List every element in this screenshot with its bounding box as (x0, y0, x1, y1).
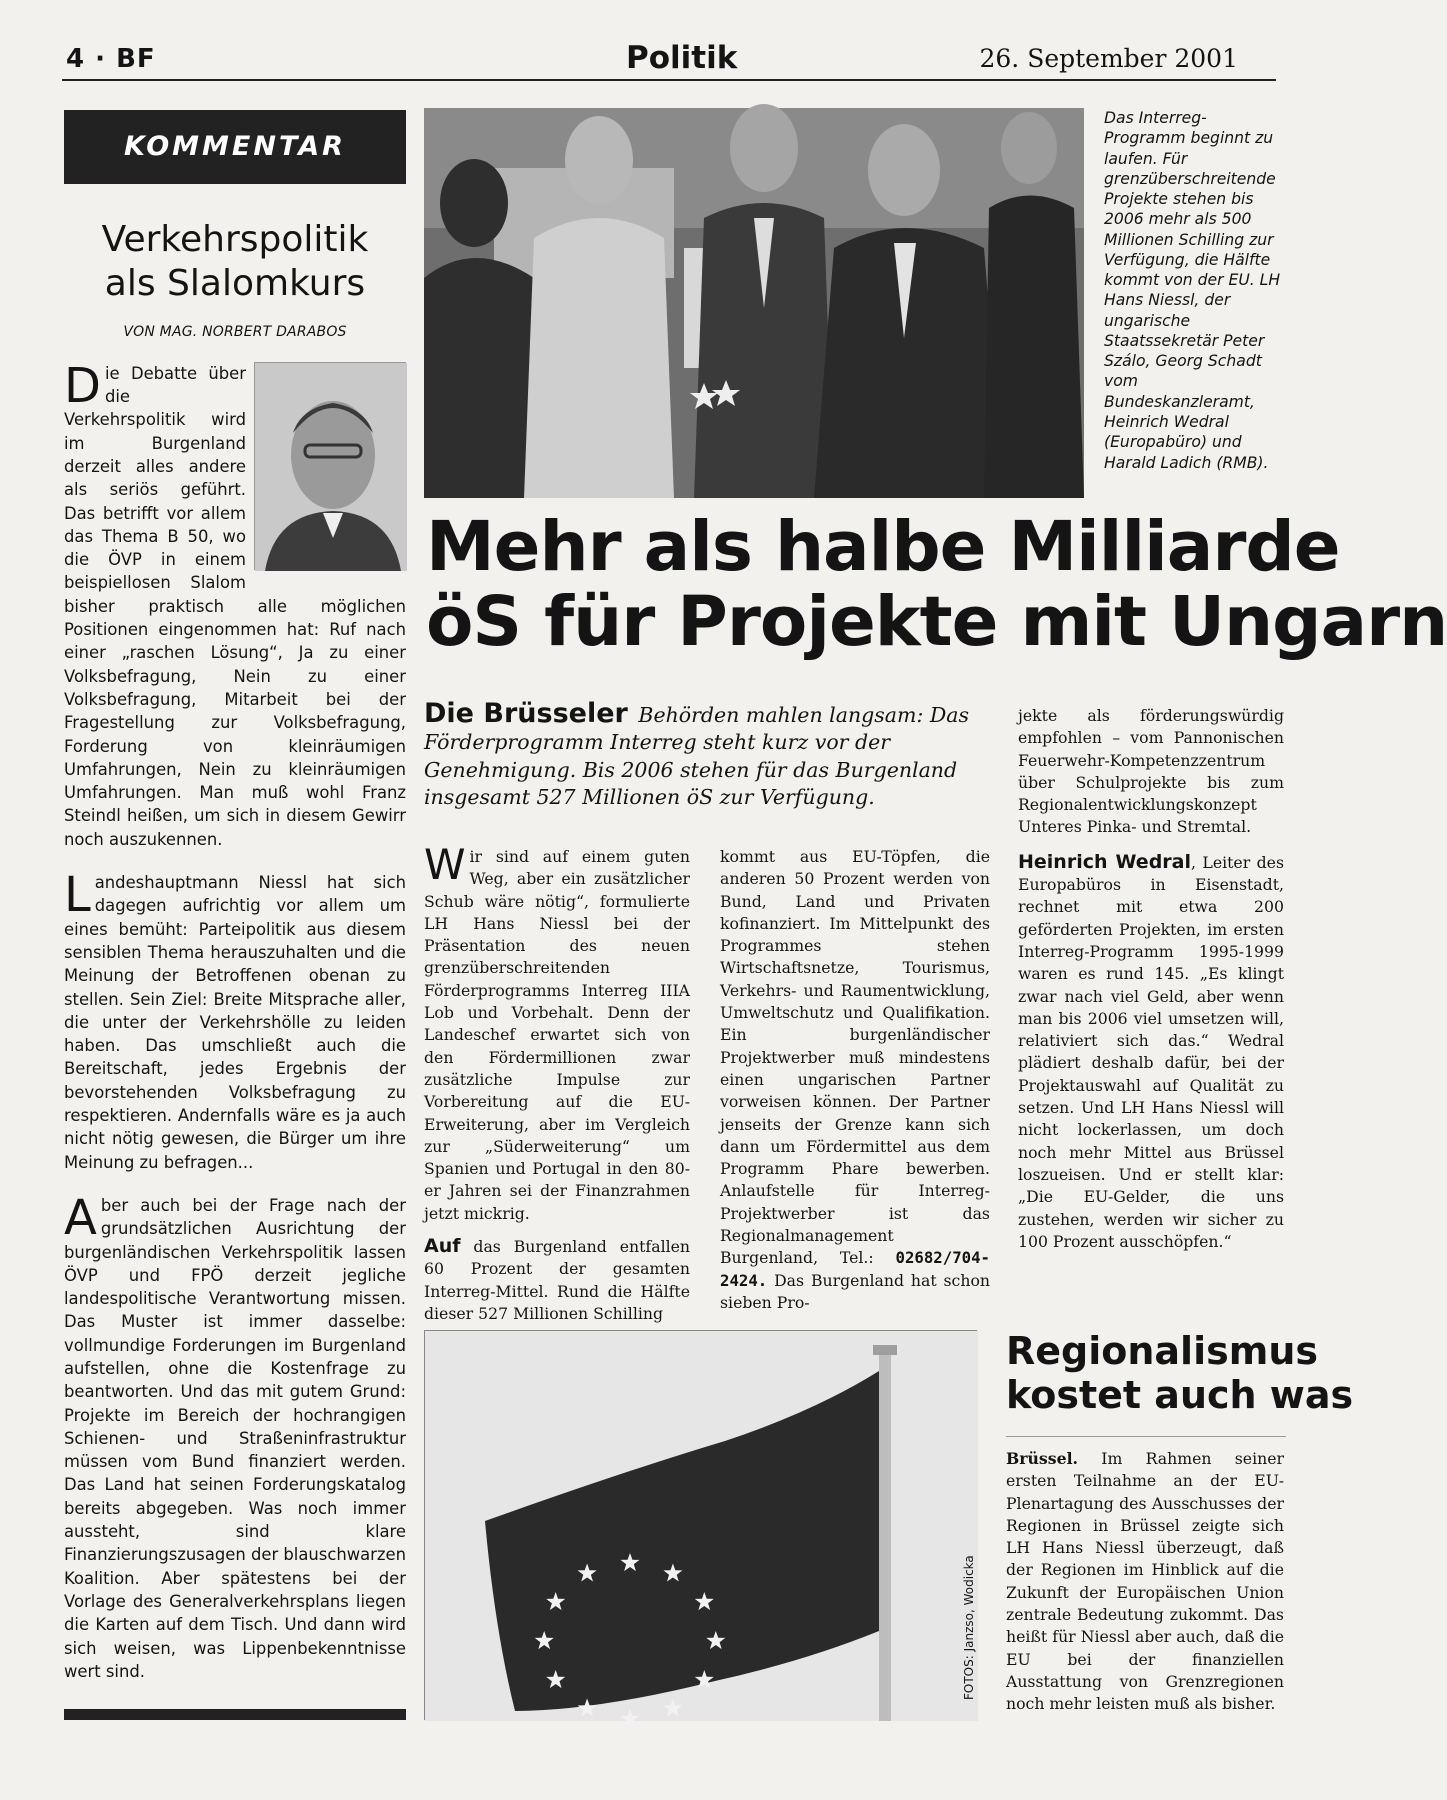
kommentar-label: KOMMENTAR (64, 110, 406, 184)
eu-flag-photo (424, 1330, 977, 1720)
article-column-3 (1018, 705, 1284, 1263)
article-paragraph (424, 1235, 690, 1325)
side-article-body (1006, 1448, 1284, 1726)
paragraph-text: jekte als förderungswürdig empfohlen – vom Pannonischen Feuerwehr-Kompetenzzentrum über Schulprojekte bis zum Regionalentwicklungskonzept Unteres Pinka- und Stremtal. (1018, 706, 1284, 837)
lead-runin: Die Brüsseler (424, 698, 628, 729)
dropcap: L (64, 867, 91, 924)
side-article-rule (1006, 1436, 1286, 1437)
side-title-line1: Regionalismus (1006, 1329, 1318, 1373)
lead-text: Behörden mahlen langsam: Das Förderprogramm Interreg steht kurz vor der Genehmigung. Bis 2006 stehen für das Burgenland insgesamt 527 Millionen öS zur Verfügung. (424, 703, 970, 809)
header-rule (62, 79, 1276, 81)
dropcap: W (424, 840, 466, 889)
paragraph-text: Im Rahmen seiner ersten Teilnahme an der EU-Plenartagung des Ausschusses der Regionen in Brüssel zeigte sich LH Hans Niessl überzeugt, daß der Regionen im Hinblick auf die Zukunft der Europäischen Union zentrale Bedeutung zukommt. Das heißt für Niessl aber auch, daß die EU bei der finanziellen Ausstattung von Grenzregionen noch mehr leisten muß als bisher. (1006, 1449, 1284, 1714)
kommentar-paragraph-3 (64, 1189, 407, 1683)
side-article-paragraph (1006, 1448, 1284, 1716)
article-paragraph (1018, 851, 1284, 1253)
paragraph-runin: Heinrich Wedral (1018, 850, 1192, 873)
article-paragraph (1018, 705, 1284, 839)
kommentar-paragraph-2 (64, 867, 406, 1174)
portrait-image (255, 363, 407, 571)
paragraph-text: ber auch bei der Frage nach der grundsätzlichen Ausrichtung der burgenländischen Verkehrspolitik lassen ÖVP und FPÖ derzeit jegliche landespolitische Verantwortung missen. Das Muster ist immer dasselbe: vollmundige Forderungen im Burgenland aufstellen, ohne die Kostenfrage zu beantworten. Und das mit gutem Grund: Projekte im Bereich der hochrangigen Schienen- und Straßeninfrastruktur müssen vom Bund finanziert werden. Das Land hat seinen Forderungskatalog bereits abgegeben. Was noch immer aussteht, sind klare Finanzierungszusagen der blauschwarzen Koalition. Aber spätestens bei der Vorlage des Generalverkehrsplans liegen die Karten auf dem Tisch. Und dann wird sich weisen, was Lippenbekenntnisse wert sind. (64, 1195, 407, 1681)
author-portrait (254, 362, 406, 570)
kommentar-title-line2: als Slalomkurs (104, 262, 366, 304)
paragraph-text: kommt aus EU-Töpfen, die anderen 50 Prozent werden von Bund, Land und Privaten kofinanziert. Im Mittelpunkt des Programmes stehen Wirtschaftsnetze, Tourismus, Verkehrs- und Raumentwicklung, Umweltschutz und Qualifikation. Ein burgenländischer Projektwerber muß mindestens einen ungarischen Partner vorweisen können. Der Partner jenseits der Grenze kann sich dann um Fördermittel aus dem Programm Phare bewerben. Anlaufstelle für Interreg-Projektwerber ist das Regionalmanagement Burgenland, Tel.: (720, 847, 990, 1268)
eu-flag-image (425, 1331, 978, 1721)
kommentar-author: VON MAG. NORBERT DARABOS (123, 323, 347, 340)
phone-number: 02682/704-2424. (720, 1248, 990, 1290)
paragraph-runin: Brüssel. (1006, 1449, 1078, 1468)
kommentar-title-line1: Verkehrspolitik (101, 219, 369, 260)
kommentar-title (64, 218, 406, 306)
photo-group-image (424, 108, 1084, 498)
article-paragraph (720, 846, 990, 1314)
side-title-line2: kostet auch was (1006, 1372, 1354, 1417)
column-footer-bar (64, 1709, 406, 1720)
paragraph-text: ir sind auf einem guten Weg, aber ein zusätzlicher Schub wäre nötig“, formulierte LH Hans Niessl bei der Präsentation des neuen grenzüberschreitenden Förderprogramms Interreg IIIA Lob und Vorbehalt. Denn der Landeschef erwartet sich von den Fördermillionen zwar zusätzliche Impulse zur Vorbereitung auf die EU-Erweiterung, aber im Vergleich zur „Süderweiterung“ um Spanien und Portugal in den 80-er Jahren sei der Finanzrahmen jetzt mickrig. (424, 847, 690, 1223)
article-lead (424, 698, 992, 811)
paragraph-text: andeshauptmann Niessl hat sich dagegen aufrichtig vor allem um eines bemüht: Parteipolitik aus diesem sensiblen Thema herauszuhalten und die Meinung der Betroffenen obenan zu stellen. Sein Ziel: Breite Mitsprache aller, die unter der Verkehrshölle zu leiden haben. Das umschließt auch die Bereitschaft, jedes Ergebnis der bevorstehenden Volksbefragung zu respektieren. Andernfalls wäre es ja auch nicht nötig gewesen, die Bürger um ihre Meinung zu befragen... (64, 873, 406, 1172)
paragraph-text: , Leiter des Europabüros in Eisenstadt, rechnet mit etwa 200 geförderten Projekten, im ersten Interreg-Programm 1995-1999 waren es rund 145. „Es klingt zwar nach viel Geld, aber wenn man bis 2006 viel umsetzen will, relativiert sich das.“ Wedral plädiert deshalb dafür, bei der Projektauswahl auf Qualität zu setzen. Und LH Hans Niessl will nicht lockerlassen, um doch noch mehr Mittel aus Brüssel loszueisen. Und er stellt klar: „Die EU-Gelder, die uns zustehen, werden wir sicher zu 100 Prozent ausschöpfen.“ (1018, 852, 1284, 1251)
headline-line1: Mehr als halbe Milliarde (426, 507, 1340, 587)
ressort-title: Politik (626, 40, 738, 76)
dropcap: D (64, 357, 101, 414)
headline-line2: öS für Projekte mit Ungarn (426, 581, 1447, 662)
paragraph-runin: Auf (424, 1235, 461, 1258)
photo-caption: Das Interreg-Programm beginnt zu laufen. Für grenzüberschreitende Projekte stehen bis 2006 mehr als 500 Millionen Schilling zur Verfügung, die Hälfte kommt von der EU. LH Hans Niessl, der ungarische Staatssekretär Peter Szálo, Georg Schadt vom Bundeskanzleramt, Heinrich Wedral (Europabüro) und Harald Ladich (RMB). (1104, 109, 1281, 472)
article-column-2 (720, 846, 990, 1324)
issue-date: 26. September 2001 (979, 44, 1238, 73)
side-article-title (1006, 1329, 1354, 1417)
dropcap: A (64, 1189, 97, 1246)
paragraph-text: das Burgenland entfallen 60 Prozent der gesamten Interreg-Mittel. Rund die Hälfte dieser 527 Millionen Schilling (424, 1237, 690, 1323)
kommentar-body (64, 357, 407, 1683)
press-photo (424, 108, 1084, 498)
paragraph-text: ie Debatte über die Verkehrspolitik wird im Burgenland derzeit alles andere als seriös geführt. Das betrifft vor allem das Thema B 50, wo die ÖVP in einem beispiellosen Slalom bisher praktisch alle möglichen Positionen eingenommen hat: Ruf nach einer „raschen Lösung“, Ja zu einer Volksbefragung, Nein zu einer Volksbefragung, Mitarbeit bei der Fragestellung zur Volksbefragung, Forderung von kleinräumigen Umfahrungen, Nein zu kleinräumigen Umfahrungen. Man muß wohl Franz Steindl heißen, um sich in diesem Gewirr noch auszukennen. (64, 363, 406, 849)
article-paragraph (424, 840, 690, 1225)
article-column-1 (424, 840, 690, 1335)
page-section: 4 · BF (66, 44, 156, 74)
kommentar-column (64, 110, 406, 1703)
article-headline (426, 507, 1447, 662)
photo-credit: FOTOS: Janzso, Wodicka (962, 1555, 976, 1700)
paragraph-text: Das Burgenland hat schon sieben Pro- (720, 1270, 990, 1312)
